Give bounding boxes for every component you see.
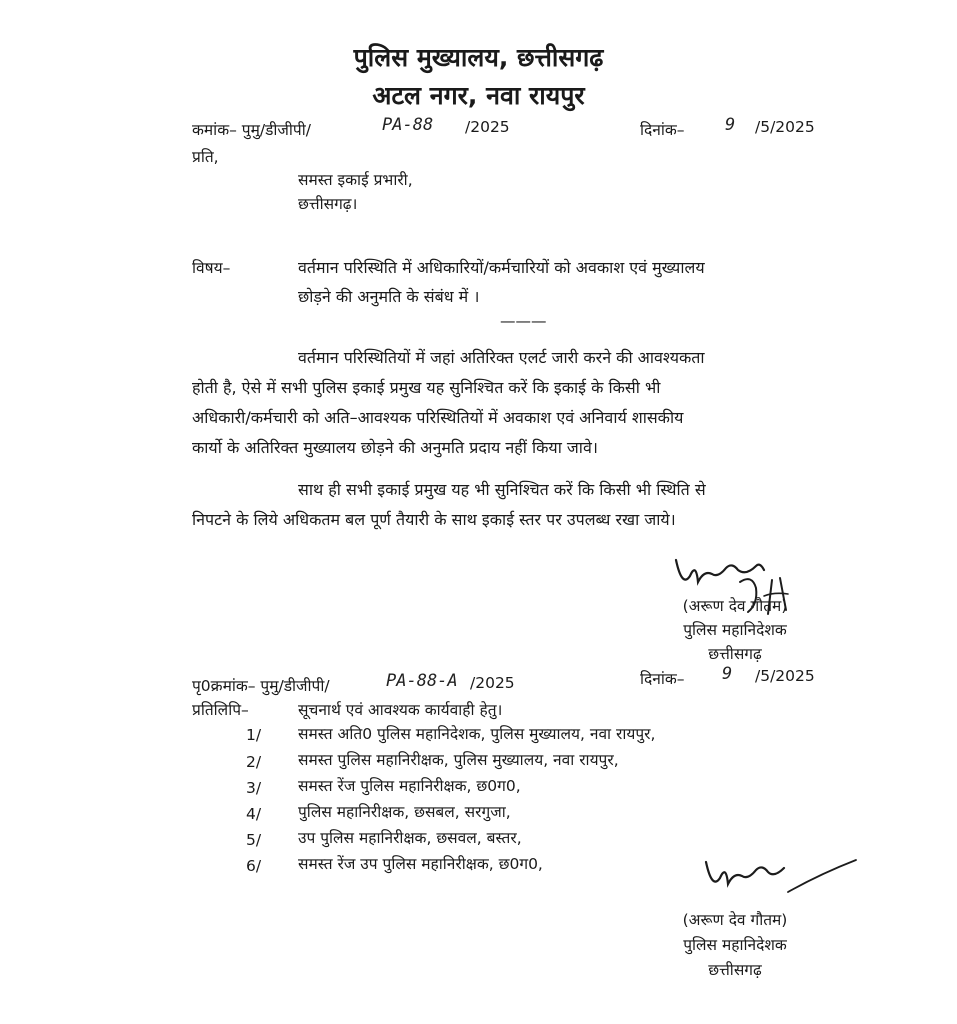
signature-2-scribble: [700, 852, 860, 902]
header-address: अटल नगर, नवा रायपुर: [372, 81, 585, 110]
ref-year: /2025: [465, 118, 510, 136]
addressee-line1: समस्त इकाई प्रभारी,: [298, 171, 413, 189]
body-para2-line2: निपटने के लिये अधिकतम बल पूर्ण तैयारी के साथ इकाई स्तर पर उपलब्ध रखा जाये।: [192, 510, 676, 529]
header-office: पुलिस मुख्यालय, छत्तीसगढ़: [353, 43, 604, 72]
ref2-date-rest: /5/2025: [755, 667, 815, 685]
ref2-year: /2025: [470, 674, 515, 692]
copy-item-num: 5/: [246, 831, 262, 849]
signature-1-place: छत्तीसगढ़: [708, 645, 762, 663]
subject-line2: छोड़ने की अनुमति के संबंध में ।: [298, 287, 480, 306]
copy-item-text: पुलिस महानिरीक्षक, छसबल, सरगुजा,: [298, 803, 511, 821]
body-para1-line1: वर्तमान परिस्थितियों में जहां अतिरिक्त एलर्ट जारी करने की आवश्यकता: [298, 348, 705, 367]
ref2-date-label: दिनांक–: [640, 670, 685, 688]
copy-item-text: समस्त पुलिस महानिरीक्षक, पुलिस मुख्यालय, नवा रायपुर,: [298, 751, 619, 769]
body-para1-line2: होती है, ऐसे में सभी पुलिस इकाई प्रमुख यह सुनिश्चित करें कि इकाई के किसी भी: [192, 378, 661, 397]
ref2-date-day-handwritten: 9: [722, 664, 733, 684]
ref2-number-handwritten: PA-88-A: [386, 671, 458, 691]
subject-divider: ———: [500, 312, 547, 330]
body-para1-line4: कार्यो के अतिरिक्त मुख्यालय छोड़ने की अनुमति प्रदाय नहीं किया जावे।: [192, 438, 598, 457]
copy-item-num: 2/: [246, 753, 262, 771]
ref-label: कमांक– पुमु/डीजीपी/: [192, 121, 311, 139]
body-para2-line1: साथ ही सभी इकाई प्रमुख यह भी सुनिश्चित करें कि किसी भी स्थिति से: [298, 480, 706, 499]
signature-1-designation: पुलिस महानिदेशक: [683, 621, 787, 639]
ref-date-label: दिनांक–: [640, 121, 685, 139]
copy-item-num: 3/: [246, 779, 262, 797]
addressee-prati: प्रति,: [192, 148, 219, 166]
ref-number-handwritten: PA-88: [382, 115, 434, 135]
signature-2-designation: पुलिस महानिदेशक: [683, 936, 787, 954]
addressee-line2: छत्तीसगढ़।: [298, 195, 358, 213]
subject-line1: वर्तमान परिस्थिति में अधिकारियों/कर्मचारियों को अवकाश एवं मुख्यालय: [298, 258, 705, 277]
copy-item-num: 1/: [246, 726, 262, 744]
copy-item-num: 4/: [246, 805, 262, 823]
copy-item-text: समस्त अति0 पुलिस महानिदेशक, पुलिस मुख्यालय, नवा रायपुर,: [298, 725, 656, 743]
ref2-label: पृ0क्रमांक– पुमु/डीजीपी/: [192, 677, 330, 695]
body-para1-line3: अधिकारी/कर्मचारी को अति–आवश्यक परिस्थितियों में अवकाश एवं अनिवार्य शासकीय: [192, 408, 684, 427]
copy-label: प्रतिलिपि–: [192, 701, 249, 719]
copy-item-num: 6/: [246, 857, 262, 875]
signature-1-name: (अरूण देव गौतम): [682, 597, 788, 615]
copy-item-text: समस्त रेंज पुलिस महानिरीक्षक, छ0ग0,: [298, 777, 521, 795]
ref-date-rest: /5/2025: [755, 118, 815, 136]
ref-date-day-handwritten: 9: [725, 115, 736, 135]
copy-item-text: समस्त रेंज उप पुलिस महानिरीक्षक, छ0ग0,: [298, 855, 543, 873]
copy-purpose: सूचनार्थ एवं आवश्यक कार्यवाही हेतु।: [298, 701, 503, 719]
copy-item-text: उप पुलिस महानिरीक्षक, छसवल, बस्तर,: [298, 829, 522, 847]
signature-2-place: छत्तीसगढ़: [708, 961, 762, 979]
subject-label: विषय–: [192, 259, 231, 277]
signature-2-name: (अरूण देव गौतम): [682, 911, 788, 929]
